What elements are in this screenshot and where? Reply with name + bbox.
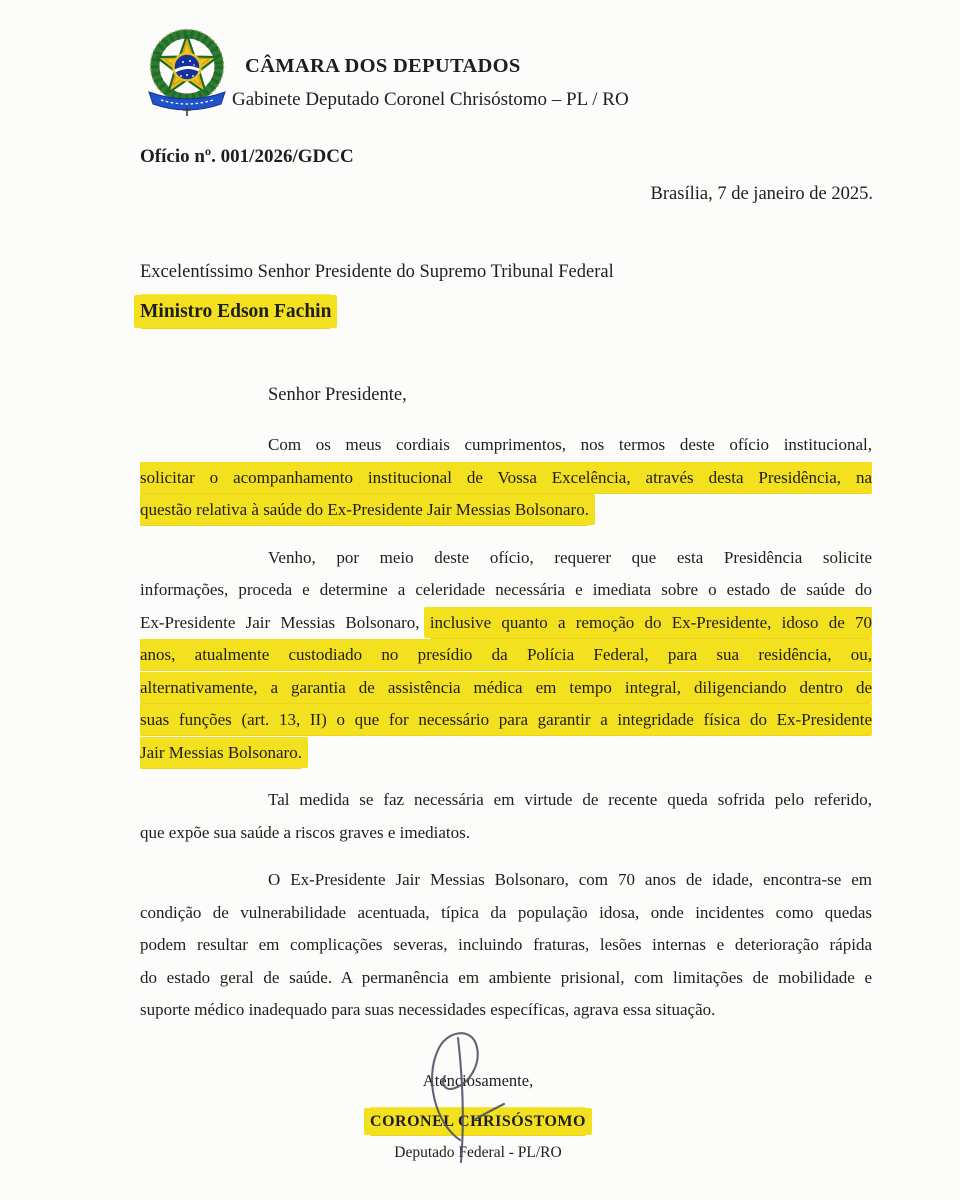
body-line xyxy=(140,962,872,995)
body-line xyxy=(140,929,872,962)
highlighted-text: anos, atualmente custodiado no presídio da Polícia Federal, para sua residência, ou, xyxy=(140,639,872,670)
highlighted-text: solicitar o acompanhamento institucional de Vossa Excelência, através desta Presidência, na xyxy=(140,462,872,493)
body-line xyxy=(140,462,872,495)
signer-title: Deputado Federal - PL/RO xyxy=(394,1144,562,1161)
highlighted-text: questão relativa à saúde do Ex-Presidente Jair Messias Bolsonaro. xyxy=(140,494,589,525)
body-line xyxy=(140,864,872,897)
highlighted-recipient-name: Ministro Edson Fachin xyxy=(140,295,331,328)
highlighted-text: inclusive quanto a remoção do Ex-Presidente, idoso de 70 xyxy=(430,607,872,638)
org-title: CÂMARA DOS DEPUTADOS xyxy=(245,55,521,77)
body-line xyxy=(140,429,872,462)
body-text: Venho, por meio deste ofício, requerer que esta Presidência solicite xyxy=(268,547,872,567)
salutation: Senhor Presidente, xyxy=(268,385,407,405)
recipient-name xyxy=(140,301,331,323)
paragraph xyxy=(140,864,872,1027)
dateline: Brasília, 7 de janeiro de 2025. xyxy=(650,184,873,204)
highlighted-text: suas funções (art. 13, II) o que for necessário para garantir a integridade física do Ex-Presidente xyxy=(140,704,872,735)
coat-of-arms-icon xyxy=(137,22,237,117)
body-text: suporte médico inadequado para suas necessidades específicas, agrava essa situação. xyxy=(140,1000,716,1019)
body-line xyxy=(140,817,872,850)
body-line xyxy=(140,897,872,930)
body-text: Ex-Presidente Jair Messias Bolsonaro, xyxy=(140,612,430,632)
paragraph xyxy=(140,542,872,770)
body-line xyxy=(140,607,872,640)
body-line xyxy=(140,639,872,672)
body-text: podem resultar em complicações severas, incluindo fraturas, lesões internas e deterioração rápida xyxy=(140,935,872,954)
body-text: informações, proceda e determine a celeridade necessária e imediata sobre o estado de saúde do xyxy=(140,580,872,599)
recipient-role: Excelentíssimo Senhor Presidente do Supremo Tribunal Federal xyxy=(140,262,614,282)
closing-block xyxy=(313,1071,643,1162)
body-line xyxy=(140,737,872,770)
body-line xyxy=(140,494,872,527)
body-line xyxy=(140,542,872,575)
body-line xyxy=(140,994,872,1027)
highlighted-text: Jair Messias Bolsonaro. xyxy=(140,737,302,768)
body-line xyxy=(140,704,872,737)
highlighted-text: alternativamente, a garantia de assistência médica em tempo integral, diligenciando dentro de xyxy=(140,672,872,703)
body-line xyxy=(140,784,872,817)
signer-name-row xyxy=(313,1113,643,1131)
closing-word: Atenciosamente, xyxy=(422,1071,534,1090)
body-text: do estado geral de saúde. A permanência em ambiente prisional, com limitações de mobilidade e xyxy=(140,967,872,987)
body-line xyxy=(140,574,872,607)
body-paragraphs xyxy=(140,429,872,1042)
body-text: O Ex-Presidente Jair Messias Bolsonaro, com 70 anos de idade, encontra-se em xyxy=(268,870,872,889)
body-text: Com os meus cordiais cumprimentos, nos termos deste ofício institucional, xyxy=(268,435,872,454)
office-subtitle: Gabinete Deputado Coronel Chrisóstomo – PL / RO xyxy=(232,89,629,110)
brazil-coat-of-arms-logo xyxy=(137,22,237,117)
oficio-number: Ofício nº. 001/2026/GDCC xyxy=(140,146,354,167)
paragraph xyxy=(140,784,872,849)
body-text: Tal medida se faz necessária em virtude de recente queda sofrida pelo referido, xyxy=(268,790,872,809)
body-line xyxy=(140,672,872,705)
paragraph xyxy=(140,429,872,527)
highlighted-signer-name: CORONEL CHRISÓSTOMO xyxy=(370,1108,586,1135)
body-text: condição de vulnerabilidade acentuada, típica da população idosa, onde incidentes como quedas xyxy=(140,902,872,922)
body-text: que expõe sua saúde a riscos graves e imediatos. xyxy=(140,822,470,842)
